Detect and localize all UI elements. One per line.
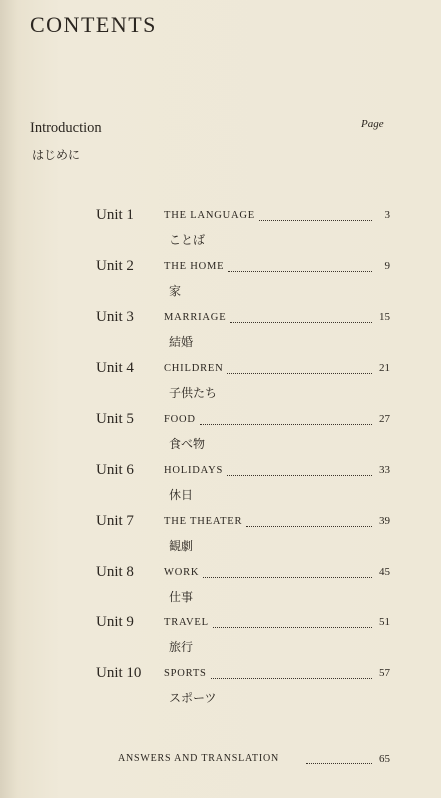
unit-label: Unit 9 bbox=[96, 614, 134, 630]
unit-label: Unit 1 bbox=[96, 207, 134, 223]
unit-label: Unit 5 bbox=[96, 411, 134, 427]
leader-dots bbox=[246, 526, 372, 527]
unit-jp-title: 仕事 bbox=[169, 590, 194, 604]
unit-title: WORK bbox=[164, 567, 200, 578]
unit-row bbox=[0, 411, 441, 461]
unit-jp-title: 家 bbox=[169, 284, 182, 298]
answers-page-number: 65 bbox=[379, 753, 390, 765]
page-title: CONTENTS bbox=[30, 12, 157, 37]
unit-label: Unit 7 bbox=[96, 513, 134, 529]
unit-jp-title: 旅行 bbox=[169, 640, 194, 654]
unit-title: THE HOME bbox=[164, 261, 225, 272]
leader-dots bbox=[230, 322, 372, 323]
unit-row bbox=[0, 614, 441, 664]
unit-page-number: 27 bbox=[379, 413, 390, 425]
unit-jp-title: ことば bbox=[169, 233, 206, 247]
unit-label: Unit 3 bbox=[96, 309, 134, 325]
unit-jp-title: 食べ物 bbox=[169, 437, 206, 451]
unit-title: CHILDREN bbox=[164, 363, 224, 374]
page-column-label: Page bbox=[361, 118, 384, 130]
unit-jp-title: 結婚 bbox=[169, 335, 194, 349]
unit-page-number: 15 bbox=[379, 311, 390, 323]
unit-title: SPORTS bbox=[164, 668, 207, 679]
unit-label: Unit 6 bbox=[96, 462, 134, 478]
leader-dots bbox=[203, 577, 372, 578]
unit-title: THE THEATER bbox=[164, 516, 243, 527]
unit-page-number: 57 bbox=[379, 667, 390, 679]
unit-row bbox=[0, 665, 441, 715]
leader-dots bbox=[213, 627, 372, 628]
leader-dots bbox=[259, 220, 372, 221]
unit-page-number: 9 bbox=[384, 260, 390, 272]
unit-row bbox=[0, 513, 441, 563]
leader-dots bbox=[227, 373, 372, 374]
unit-label: Unit 10 bbox=[96, 665, 142, 681]
leader-dots bbox=[211, 678, 372, 679]
unit-row bbox=[0, 462, 441, 512]
leader-dots bbox=[200, 424, 372, 425]
introduction-title: Introduction bbox=[30, 120, 102, 136]
unit-jp-title: 休日 bbox=[169, 488, 194, 502]
unit-row bbox=[0, 258, 441, 308]
unit-page-number: 33 bbox=[379, 464, 390, 476]
unit-page-number: 39 bbox=[379, 515, 390, 527]
unit-row bbox=[0, 564, 441, 614]
unit-page-number: 51 bbox=[379, 616, 390, 628]
answers-title: ANSWERS AND TRANSLATION bbox=[118, 753, 280, 764]
unit-title: MARRIAGE bbox=[164, 312, 227, 323]
unit-page-number: 45 bbox=[379, 566, 390, 578]
unit-title: HOLIDAYS bbox=[164, 465, 224, 476]
unit-title: THE LANGUAGE bbox=[164, 210, 255, 221]
unit-page-number: 3 bbox=[384, 209, 390, 221]
unit-jp-title: 観劇 bbox=[169, 539, 194, 553]
unit-row bbox=[0, 360, 441, 410]
answers-leader-dots bbox=[306, 763, 372, 764]
unit-label: Unit 8 bbox=[96, 564, 134, 580]
unit-label: Unit 4 bbox=[96, 360, 134, 376]
leader-dots bbox=[228, 271, 372, 272]
unit-page-number: 21 bbox=[379, 362, 390, 374]
introduction-jp-title: はじめに bbox=[32, 148, 81, 162]
unit-row bbox=[0, 207, 441, 257]
unit-jp-title: スポーツ bbox=[169, 691, 217, 705]
unit-title: FOOD bbox=[164, 414, 196, 425]
unit-title: TRAVEL bbox=[164, 617, 209, 628]
unit-jp-title: 子供たち bbox=[169, 386, 218, 400]
leader-dots bbox=[227, 475, 372, 476]
unit-label: Unit 2 bbox=[96, 258, 134, 274]
unit-row bbox=[0, 309, 441, 359]
